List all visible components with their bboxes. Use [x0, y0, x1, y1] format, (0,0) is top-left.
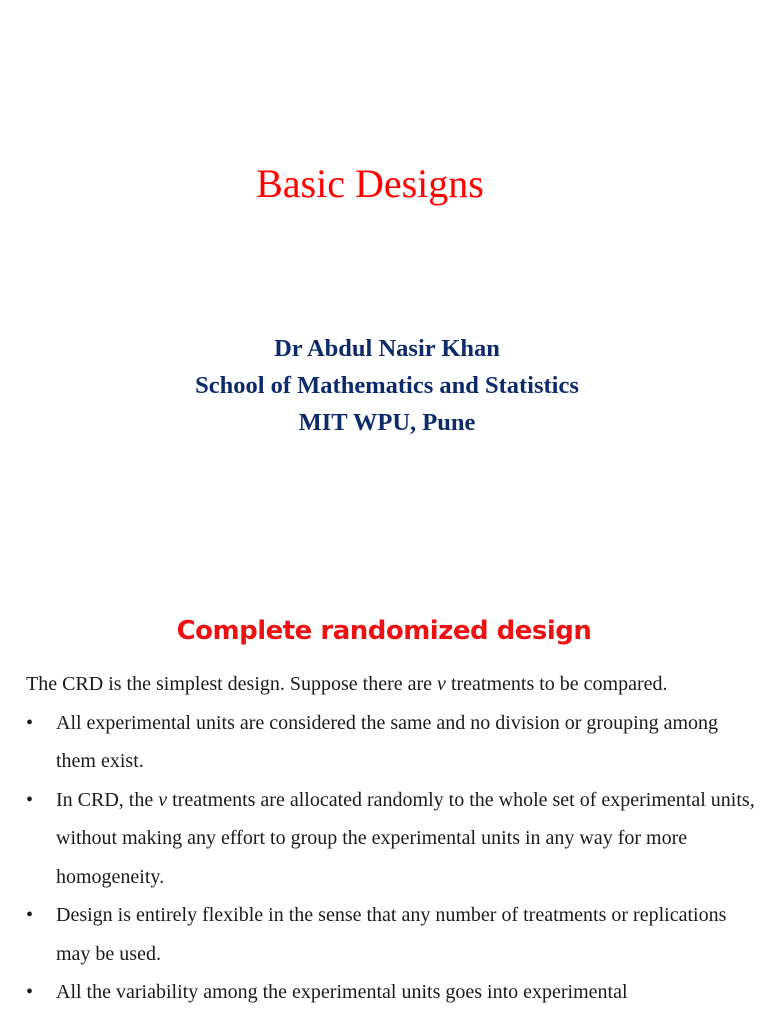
bullet-item [26, 973, 756, 1012]
bullet-text: All the variability among the experimental units goes into experimental [56, 981, 628, 1003]
bullet-item [26, 896, 756, 973]
intro-paragraph [26, 665, 756, 704]
section-heading: Complete randomized design [176, 616, 592, 646]
bullet-variable: v [158, 788, 168, 811]
institution-name: MIT WPU, Pune [298, 409, 476, 436]
bullet-icon: • [26, 711, 34, 734]
author-name: Dr Abdul Nasir Khan [274, 335, 500, 362]
bullet-item [26, 704, 756, 781]
bullet-icon: • [26, 981, 34, 1003]
intro-variable: v [437, 673, 446, 695]
bullet-item [26, 781, 756, 897]
bullet-text: Design is entirely flexible in the sense that any number of treatments or replications may be used. [56, 904, 727, 965]
bullet-icon: • [26, 788, 34, 811]
bullet-text: All experimental units are considered the same and no division or grouping among them exist. [56, 711, 719, 772]
author-block [0, 330, 768, 441]
intro-text-b: treatments to be compared. [445, 673, 668, 695]
bullet-icon: • [26, 904, 34, 926]
intro-text-a: The CRD is the simplest design. Suppose there are [26, 673, 438, 695]
bullet-text-a: In CRD, the [56, 788, 159, 811]
slide-body [26, 665, 756, 1012]
bullet-text-b: treatments are allocated randomly to the whole set of experimental units, without making any effort to group the experimental units in any way for more homogeneity. [56, 788, 755, 888]
school-name: School of Mathematics and Statistics [195, 372, 579, 399]
slide-title: Basic Designs [256, 161, 484, 206]
